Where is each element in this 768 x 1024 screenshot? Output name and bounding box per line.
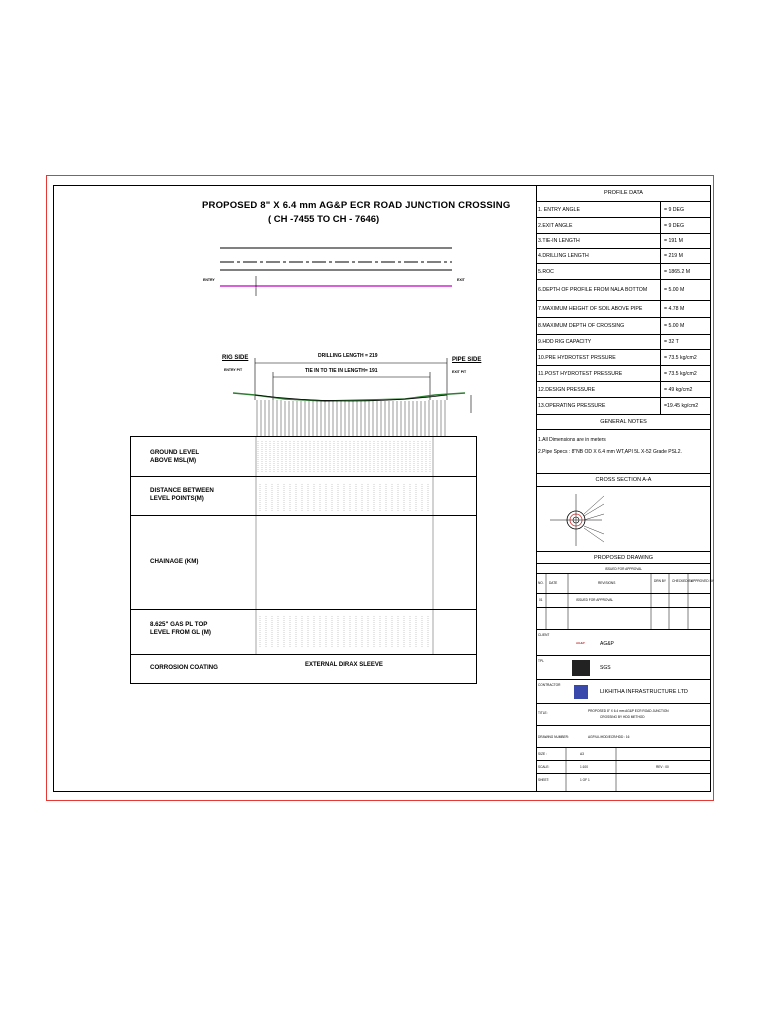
profile-row-value: = 32 T: [660, 335, 679, 349]
revision-grid: [536, 574, 711, 630]
profile-row-label: 8.MAXIMUM DEPTH OF CROSSING: [538, 323, 625, 329]
pipe-side-label: PIPE SIDE: [452, 357, 482, 363]
entry-label: ENTRY: [203, 278, 215, 282]
profile-row: [536, 382, 711, 398]
profile-row: [536, 218, 711, 234]
exit-label: EXIT: [457, 278, 465, 282]
note-1: 1.All Dimensions are in meters: [538, 437, 606, 443]
profile-row-label: 10.PRE HYDROTEST PRSSURE: [538, 354, 616, 361]
distance-label: DISTANCE BETWEEN LEVEL POINTS(M): [150, 487, 214, 503]
profile-row-value: = 9 DEG: [660, 202, 684, 217]
contractor-logo: [574, 685, 588, 699]
profile-row-value: = 49 kg/cm2: [660, 382, 692, 397]
corrosion-value: EXTERNAL DIRAX SLEEVE: [305, 662, 383, 668]
profile-row: [536, 350, 711, 366]
top-level-label: 8.625" GAS PL TOP LEVEL FROM GL (M): [150, 621, 211, 637]
profile-row-value: = 4.78 M: [660, 301, 684, 317]
tpi-logo: [572, 660, 590, 676]
chainage-label: CHAINAGE (KM): [150, 558, 199, 565]
profile-row-value: = 191 M: [660, 234, 683, 248]
client-row: CLIENT AG&P AG&P: [536, 630, 711, 656]
profile-row: [536, 398, 711, 415]
revision-number: REV : 00: [656, 765, 669, 769]
drawing-number: AGP/LIL/HDD/ECR/HDD : 16: [588, 735, 630, 739]
general-notes-header: GENERAL NOTES: [536, 415, 711, 430]
tie-in-length-label: TIE IN TO TIE IN LENGTH= 191: [305, 368, 378, 374]
drawing-title-line2: ( CH -7455 TO CH - 7646): [268, 214, 380, 225]
drilling-length-label: DRILLING LENGTH = 219: [318, 353, 378, 359]
cross-section-header: CROSS SECTION A-A: [536, 474, 711, 487]
profile-row-value: = 73.5 kg/cm2: [660, 350, 697, 365]
profile-row-value: = 73.5 kg/cm2: [660, 366, 697, 381]
profile-row-label: 11.POST HYDROTEST PRESSURE: [538, 370, 623, 377]
profile-row-label: 2.EXIT ANGLE: [538, 222, 573, 229]
cross-section-diagram: [544, 490, 654, 550]
profile-row: [536, 234, 711, 249]
client-logo: AG&P: [576, 641, 585, 645]
tpi-row: TPL SGS: [536, 656, 711, 680]
profile-row: [536, 301, 711, 318]
drawing-title-line1: PROPOSED 8" X 6.4 mm AG&P ECR ROAD JUNCTION CROSSING: [202, 200, 511, 211]
profile-row-value: = 9 DEG: [660, 218, 684, 233]
rig-side-label: RIG SIDE: [222, 355, 249, 361]
general-notes-body: [536, 430, 711, 474]
profile-row: [536, 366, 711, 382]
revision-row: 01 ISSUED FOR APPROVAL: [536, 594, 711, 608]
contractor-name: LIKHITHA INFRASTRUCTURE LTD: [600, 689, 688, 695]
issued-approval-caption: ISSUED FOR APPROVAL: [536, 564, 711, 574]
profile-data-header: PROFILE DATA: [536, 185, 711, 202]
profile-row-label: 6.DEPTH OF PROFILE FROM NALA BOTTOM: [538, 287, 648, 293]
profile-row: [536, 249, 711, 264]
profile-row-label: 13.OPERATING PRESSURE: [538, 403, 606, 409]
profile-row-label: 12.DESIGN PRESSURE: [538, 386, 596, 393]
profile-row-value: = 1865.2 M: [660, 264, 690, 279]
profile-row-label: 5.ROC: [538, 268, 554, 275]
entry-pit-label: ENTRY PIT: [224, 368, 243, 372]
size-row: SIZE : A3: [536, 748, 711, 761]
scale-row: SCALE: 1:100 REV : 00: [536, 761, 711, 774]
profile-row-label: 1. ENTRY ANGLE: [538, 206, 580, 213]
contractor-row: CONTRACTOR LIKHITHA INFRASTRUCTURE LTD: [536, 680, 711, 704]
client-name: AG&P: [600, 641, 614, 647]
profile-row: [536, 264, 711, 280]
ground-level-label: GROUND LEVEL ABOVE MSL(M): [150, 449, 200, 465]
revision-header-row: NO. DATE REVISIONS DRN BY CHECKED BY APPROVED BY: [536, 574, 711, 594]
profile-row: [536, 335, 711, 350]
profile-row-value: = 5.00 M: [660, 318, 684, 334]
profile-row-value: = 219 M: [660, 249, 683, 263]
tpi-name: SGS: [600, 665, 611, 671]
profile-row: [536, 202, 711, 218]
cross-section-body: [536, 487, 711, 552]
sheet-row: SHEET: 1 OF 1: [538, 778, 590, 782]
plan-view: [190, 240, 530, 300]
exit-pit-label: EXIT PIT: [452, 370, 467, 374]
title-text-2: CROSSING BY HDD METHOD: [600, 715, 645, 719]
drawing-number-row: DRAWING NUMBER: AGP/LIL/HDD/ECR/HDD : 16: [536, 726, 711, 748]
profile-row-label: 3.TIE-IN LENGTH: [538, 238, 580, 244]
proposed-drawing-header: PROPOSED DRAWING: [536, 552, 711, 564]
profile-row-label: 7.MAXIMUM HEIGHT OF SOIL ABOVE PIPE: [538, 306, 643, 312]
title-text-1: PROPOSED 8" X 6.4 mm AG&P ECR ROAD JUNCTION: [588, 709, 669, 713]
profile-row: [536, 280, 711, 301]
profile-row-value: = 5.00 M: [660, 280, 684, 300]
title-row: TITLE: PROPOSED 8" X 6.4 mm AG&P ECR ROAD JUNCTION CROSSING BY HDD METHOD: [536, 704, 711, 726]
profile-row-label: 9.HDD RIG CAPACITY: [538, 339, 592, 345]
level-columns: [250, 436, 440, 656]
profile-row: [536, 318, 711, 335]
note-2: 2.Pipe Specs : 8"NB OD X 6.4 mm WT,API 5L X-52 Grade PSL2.: [538, 449, 682, 455]
hdd-profile: [225, 355, 485, 440]
corrosion-label: CORROSION COATING: [150, 664, 218, 671]
profile-row-value: =19.45 kg/cm2: [660, 398, 698, 414]
profile-row-label: 4.DRILLING LENGTH: [538, 253, 589, 259]
meta-grid: [536, 748, 711, 792]
